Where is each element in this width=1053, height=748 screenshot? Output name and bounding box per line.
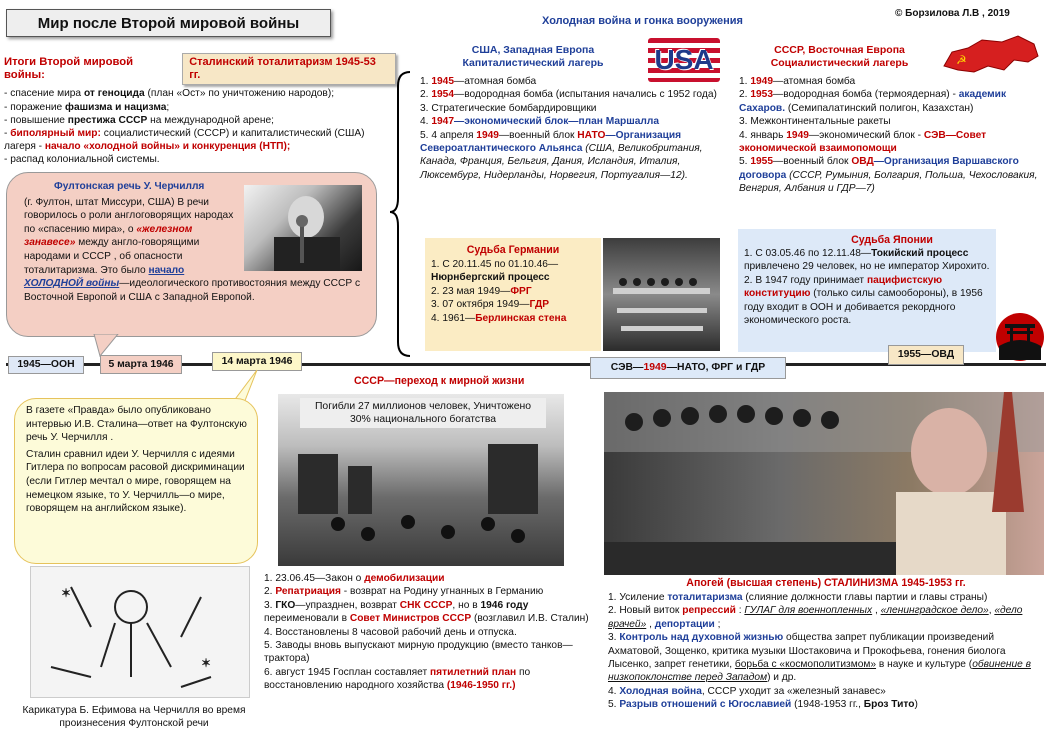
list-item: 1. 1945—атомная бомба xyxy=(420,76,537,87)
ussr-title: СССР, Восточная Европа xyxy=(774,44,905,56)
list-item: 4. Холодная война, СССР уходит за «железный занавес» xyxy=(608,685,886,697)
timeline-mar5: 5 марта 1946 xyxy=(100,355,182,374)
stalin-totalitarianism-banner: Сталинский тоталитаризм 1945-53 гг. xyxy=(182,53,396,85)
usa-header xyxy=(458,44,608,70)
germany-title: Судьба Германии xyxy=(466,244,560,256)
list-item: 5. 1955—военный блок ОВД—Организация Варшавского договора (СССР, Румыния, Болгария, Польша, Чехословакия, Венгрия, Албания и ГДР—7) xyxy=(739,156,1038,195)
list-item: 3. Контроль над духовной жизнью общества запрет публикации произведений Ахматовой, Зощенко, критика музыки Шостаковича и Прокофьева, гонения биолога Лысенко, запрет генетики, борьба с «космополитизмом» в науке и культуре (обвинение в низкопоклонстве перед Западом) и др. xyxy=(608,632,1031,684)
results-item: - биполярный мир: социалистический (СССР) и капиталистический (США) лагеря - начало «холодной войны» и конкуренция (НТП); xyxy=(4,128,365,153)
usa-title: США, Западная Европа xyxy=(471,44,595,56)
list-item: 1. Усиление тоталитаризма (слияние должности главы партии и главы страны) xyxy=(608,592,988,603)
list-item: 5. Разрыв отношений с Югославией (1948-1953 гг., Броз Тито) xyxy=(608,699,918,711)
page-title: Мир после Второй мировой войны xyxy=(37,14,300,32)
list-item: 2. Репатриация - возврат на Родину угнанных в Германию xyxy=(264,586,544,598)
churchill-photo xyxy=(244,185,362,271)
list-item: 2. В 1947 году принимает пацифистскую конституцию (только силы самообороны), в 1956 году входит в ООН и добивается рекордного экономического роста. xyxy=(744,274,983,327)
ussr-header xyxy=(752,44,927,70)
list-item: 4. 1961—Берлинская стена xyxy=(431,312,567,324)
list-item: 1. С 03.05.46 по 12.11.48—Токийский процесс привлечено 29 человек, но не император Хирохито. xyxy=(744,248,990,273)
usa-list xyxy=(420,75,732,182)
nuremberg-trial-photo xyxy=(603,238,720,351)
svg-text:✶: ✶ xyxy=(201,656,212,670)
svg-text:✶: ✶ xyxy=(61,586,72,600)
ussr-subtitle: Социалистический лагерь xyxy=(770,57,909,69)
brace-icon xyxy=(388,70,416,360)
page-title-box xyxy=(6,9,331,37)
results-item: - поражение фашизма и нацизма; xyxy=(4,101,170,113)
timeline-ovd: 1955—ОВД xyxy=(888,345,964,365)
list-item: 1. 23.06.45—Закон о демобилизации xyxy=(264,573,445,584)
list-item: 3. ГКО—упразднен, возврат СНК СССР, но в 1946 году переименовали в Совет Министров СССР (возглавил И.В. Сталин) xyxy=(264,599,589,625)
ussr-list xyxy=(739,75,1043,196)
list-item: 3. 07 октября 1949—ГДР xyxy=(431,299,550,311)
japan-box xyxy=(738,229,996,352)
usa-flag-icon: USA xyxy=(648,38,720,82)
usa-subtitle: Капиталистический лагерь xyxy=(462,57,604,69)
apogee-list xyxy=(608,591,1044,712)
list-item: 4. Восстановлены 8 часовой рабочий день и отпуска. xyxy=(264,626,517,638)
caricature-image xyxy=(30,566,250,698)
list-item: 3. Межконтинентальные ракеты xyxy=(739,116,891,128)
results-block xyxy=(4,53,396,167)
list-item: 5. 4 апреля 1949—военный блок НАТО—Организация Североатлантического Альянса (США, Великобритания, Канада, Франция, Бельгия, Дания, Исландия, Италия, Люксембург, Нидерланды, Норвегия, Португалия—12). xyxy=(420,129,703,181)
list-item: 2. 1954—водородная бомба (испытания начались с 1952 года) xyxy=(420,89,717,101)
cold-war-title: Холодная война и гонка вооружения xyxy=(542,15,743,27)
list-item: 2. 23 мая 1949—ФРГ xyxy=(431,285,532,297)
losses-banner: Погибли 27 миллионов человек, Уничтожено 30% национального богатства xyxy=(300,398,546,428)
list-item: 2. Новый виток репрессий : ГУЛАГ для военнопленных , «ленинградское дело», «дело врачей» , депортации ; xyxy=(608,605,1023,630)
timeline-sev-nato: СЭВ—1949—НАТО, ФРГ и ГДР xyxy=(590,357,786,379)
ussr-map-icon xyxy=(938,32,1042,78)
list-item: 6. август 1945 Госплан составляет пятилетний план по восстановлению народного хозяйства (1946-1950 гг.) xyxy=(264,666,531,692)
copyright: © Борзилова Л.В , 2019 xyxy=(895,8,1010,19)
fulton-title: Фултонская речь У. Черчилля xyxy=(54,181,205,192)
japan-torii-icon xyxy=(995,312,1045,362)
results-item: - спасение мира от геноцида (план «Ост» по уничтожению народов); xyxy=(4,88,335,100)
results-heading: Итоги Второй мировой войны: xyxy=(4,56,134,82)
fulton-text: Фултонская речь У. Черчилля (г. Фултон, штат Миссури, США) В речи говорилось о роли англоговорящих народах по «спасению мира», о «железном занавесе» между англо-говорящими народами и СССР , об опасности тоталитаризма. Это было начало ХОЛОДНОЙ войны—идеологического противостояния между СССР с Восточной Европой и США с Западной Европой. xyxy=(24,180,372,304)
pravda-p2: Сталин сравнил идеи У. Черчилля с идеями Гитлера по вопросам расовой дискриминации (если Гитлер мечтал о мире, говорящем на немецком языке, то У. Черчилль—о мире, говорящем на английском языке). xyxy=(26,448,245,515)
list-item: 2. 1953—водородная бомба (термоядерная) - академик Сахаров. (Семипалатинский полигон, Казахстан) xyxy=(739,89,1007,114)
germany-box xyxy=(425,238,601,351)
list-item: 3. Стратегические бомбардировщики xyxy=(420,102,597,114)
peace-title: СССР—переход к мирной жизни xyxy=(354,375,525,387)
results-item: - повышение престижа СССР на международной арене; xyxy=(4,114,274,126)
apogee-title: Апогей (высшая степень) СТАЛИНИЗМА 1945-1953 гг. xyxy=(686,577,966,589)
apogee-block xyxy=(608,576,1044,712)
list-item: 1. С 20.11.45 по 01.10.46—Нюрнбергский процесс xyxy=(431,259,559,284)
list-item: 4. январь 1949—экономический блок - СЭВ—Совет экономической взаимопомощи xyxy=(739,129,987,155)
svg-text:☭: ☭ xyxy=(956,53,967,67)
timeline-un: 1945—ООН xyxy=(8,356,84,374)
results-item: - распад колониальной системы. xyxy=(4,154,160,166)
pravda-p1: В газете «Правда» было опубликовано интервью И.В. Сталина—ответ на Фултонскую речь У. Черчилля . xyxy=(26,405,247,444)
list-item: 4. 1947—экономический блок—план Маршалла xyxy=(420,116,660,128)
timeline-mar14: 14 марта 1946 xyxy=(212,352,302,371)
peace-list xyxy=(264,572,600,693)
pravda-text xyxy=(26,404,248,516)
japan-title: Судьба Японии xyxy=(851,234,933,246)
caricature-caption: Карикатура Б. Ефимова на Черчилля во время произнесения Фултонской речи xyxy=(22,705,246,729)
list-item: 1. 1949—атомная бомба xyxy=(739,76,856,87)
list-item: 5. Заводы вновь выпускают мирную продукцию (вместо танков—трактора) xyxy=(264,640,573,665)
parade-photo xyxy=(604,392,1044,575)
